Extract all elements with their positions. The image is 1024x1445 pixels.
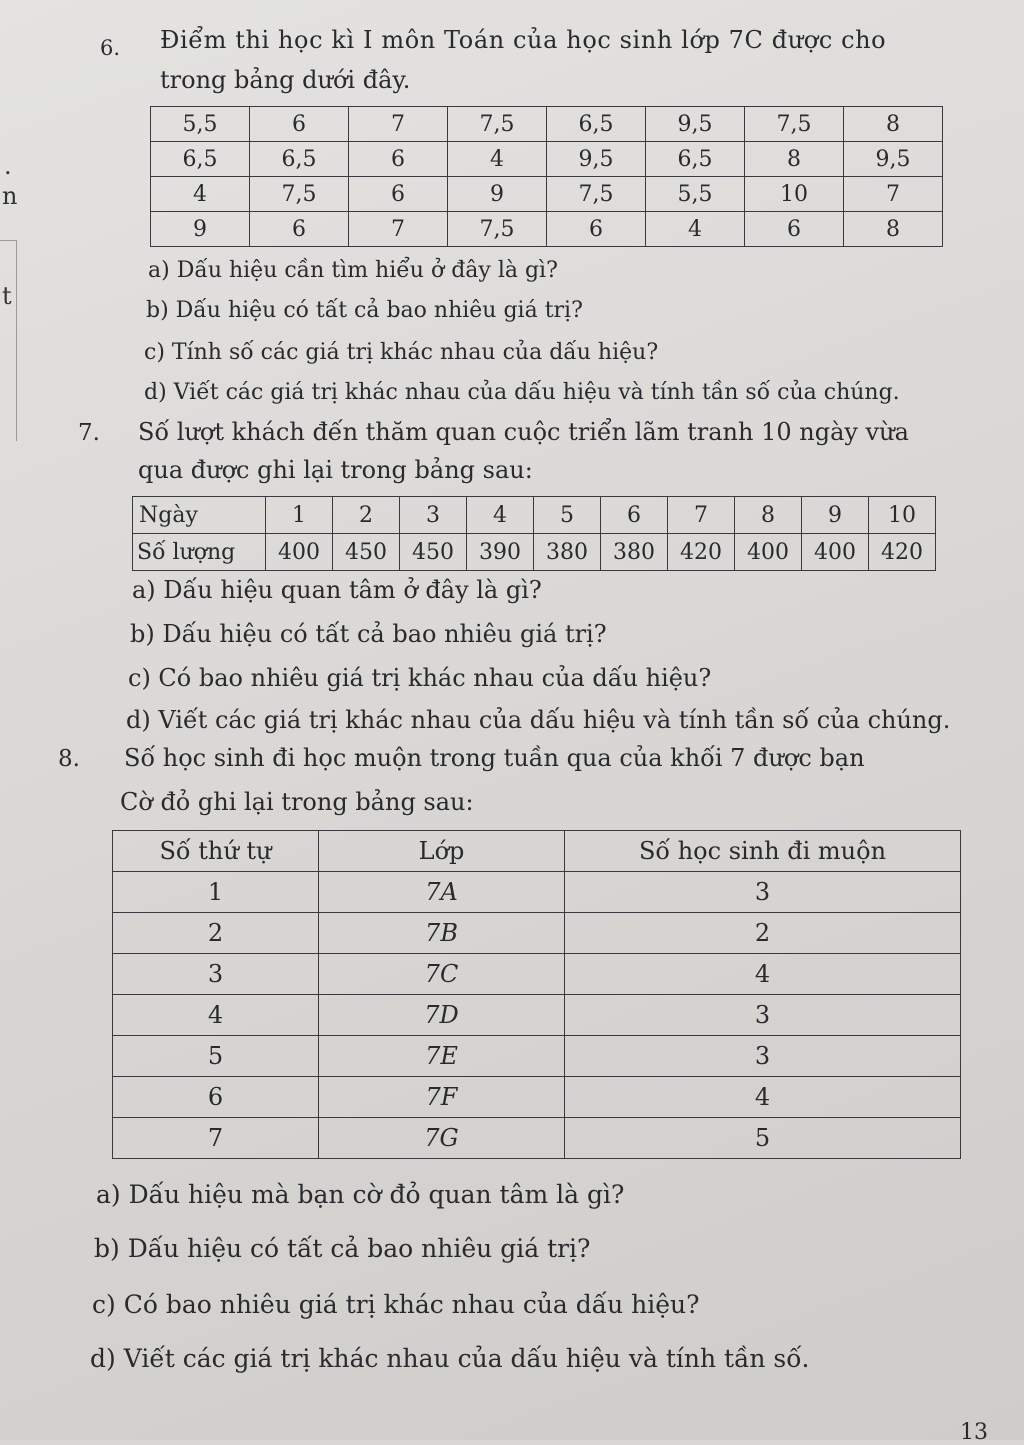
exercise-6-question-c: c) Tính số các giá trị khác nhau của dấu hiệu?: [144, 340, 659, 365]
class-cell: 7F: [319, 1077, 565, 1118]
exercise-8-late-students-table: [112, 830, 961, 1159]
day-cell: 2: [333, 497, 400, 534]
visitor-count-cell: 400: [735, 534, 802, 571]
score-cell: 4: [151, 177, 250, 212]
exercise-7-text: Số lượt khách đến thăm quan cuộc triển lãm tranh 10 ngày vừa: [138, 418, 909, 446]
exercise-8-number: 8.: [58, 746, 80, 772]
visitor-count-cell: 390: [467, 534, 534, 571]
score-cell: 7,5: [745, 107, 844, 142]
table-row: [113, 872, 961, 913]
score-cell: 6: [745, 212, 844, 247]
exercise-7-visitor-table: [132, 496, 936, 571]
score-cell: 6: [349, 142, 448, 177]
score-cell: 8: [844, 212, 943, 247]
score-cell: 7,5: [547, 177, 646, 212]
row-label-count: Số lượng: [133, 534, 266, 571]
day-cell: 8: [735, 497, 802, 534]
order-cell: 1: [113, 872, 319, 913]
table-row: [113, 1036, 961, 1077]
visitor-count-cell: 420: [668, 534, 735, 571]
table-row: [151, 107, 943, 142]
score-cell: 9,5: [844, 142, 943, 177]
exercise-8-question-c: c) Có bao nhiêu giá trị khác nhau của dấu hiệu?: [92, 1290, 700, 1319]
day-cell: 1: [266, 497, 333, 534]
score-cell: 7,5: [448, 212, 547, 247]
exercise-8-text: Số học sinh đi học muộn trong tuần qua của khối 7 được bạn: [124, 744, 865, 772]
row-label-day: Ngày: [133, 497, 266, 534]
score-cell: 6: [349, 177, 448, 212]
exercise-8-question-d: d) Viết các giá trị khác nhau của dấu hiệu và tính tần số.: [90, 1344, 810, 1373]
margin-fragment: t: [2, 282, 12, 310]
score-cell: 7,5: [448, 107, 547, 142]
score-cell: 9: [448, 177, 547, 212]
exercise-6-question-d: d) Viết các giá trị khác nhau của dấu hiệu và tính tần số của chúng.: [144, 380, 900, 405]
score-cell: 6,5: [547, 107, 646, 142]
exercise-6-text: Điểm thi học kì I môn Toán của học sinh lớp 7C được cho: [160, 26, 887, 54]
visitor-count-cell: 380: [534, 534, 601, 571]
order-cell: 7: [113, 1118, 319, 1159]
order-cell: 4: [113, 995, 319, 1036]
class-cell: 7D: [319, 995, 565, 1036]
exercise-7-question-b: b) Dấu hiệu có tất cả bao nhiêu giá trị?: [130, 620, 607, 648]
visitor-count-cell: 450: [333, 534, 400, 571]
exercise-7-text: qua được ghi lại trong bảng sau:: [138, 456, 533, 484]
column-header: Số thứ tự: [113, 831, 319, 872]
exercise-8-question-b: b) Dấu hiệu có tất cả bao nhiêu giá trị?: [94, 1234, 591, 1263]
adjacent-page-edge: [0, 240, 17, 441]
class-cell: 7C: [319, 954, 565, 995]
late-count-cell: 3: [565, 995, 961, 1036]
table-row: [113, 1077, 961, 1118]
table-row: [151, 212, 943, 247]
column-header: Lớp: [319, 831, 565, 872]
class-cell: 7E: [319, 1036, 565, 1077]
table-row: [113, 1118, 961, 1159]
exercise-6-text: trong bảng dưới đây.: [160, 66, 411, 94]
order-cell: 5: [113, 1036, 319, 1077]
day-cell: 9: [802, 497, 869, 534]
day-cell: 5: [534, 497, 601, 534]
exercise-6-score-table: [150, 106, 943, 247]
visitor-count-cell: 400: [802, 534, 869, 571]
visitor-count-cell: 420: [869, 534, 936, 571]
visitor-count-cell: 380: [601, 534, 668, 571]
exercise-6-question-b: b) Dấu hiệu có tất cả bao nhiêu giá trị?: [146, 298, 583, 323]
exercise-7-number: 7.: [78, 420, 100, 446]
score-cell: 7: [349, 107, 448, 142]
table-row: [113, 954, 961, 995]
late-count-cell: 3: [565, 1036, 961, 1077]
margin-fragment: n: [2, 182, 18, 210]
score-cell: 6,5: [250, 142, 349, 177]
order-cell: 2: [113, 913, 319, 954]
late-count-cell: 3: [565, 872, 961, 913]
score-cell: 6: [250, 212, 349, 247]
score-cell: 5,5: [151, 107, 250, 142]
day-cell: 10: [869, 497, 936, 534]
column-header: Số học sinh đi muộn: [565, 831, 961, 872]
score-cell: 5,5: [646, 177, 745, 212]
score-cell: 7: [844, 177, 943, 212]
order-cell: 6: [113, 1077, 319, 1118]
order-cell: 3: [113, 954, 319, 995]
late-count-cell: 4: [565, 1077, 961, 1118]
score-cell: 7,5: [250, 177, 349, 212]
visitor-count-cell: 450: [400, 534, 467, 571]
score-cell: 6,5: [646, 142, 745, 177]
class-cell: 7B: [319, 913, 565, 954]
exercise-7-question-d: d) Viết các giá trị khác nhau của dấu hiệu và tính tần số của chúng.: [126, 706, 951, 734]
visitor-count-cell: 400: [266, 534, 333, 571]
score-cell: 6: [547, 212, 646, 247]
day-cell: 6: [601, 497, 668, 534]
table-row: [151, 177, 943, 212]
exercise-7-question-a: a) Dấu hiệu quan tâm ở đây là gì?: [132, 576, 542, 604]
score-cell: 4: [448, 142, 547, 177]
exercise-7-question-c: c) Có bao nhiêu giá trị khác nhau của dấu hiệu?: [128, 664, 712, 692]
day-cell: 4: [467, 497, 534, 534]
score-cell: 9,5: [646, 107, 745, 142]
exercise-6-question-a: a) Dấu hiệu cần tìm hiểu ở đây là gì?: [148, 258, 558, 283]
score-cell: 4: [646, 212, 745, 247]
late-count-cell: 5: [565, 1118, 961, 1159]
score-cell: 9: [151, 212, 250, 247]
margin-fragment: .: [4, 152, 12, 180]
day-cell: 3: [400, 497, 467, 534]
score-cell: 8: [745, 142, 844, 177]
score-cell: 7: [349, 212, 448, 247]
class-cell: 7A: [319, 872, 565, 913]
late-count-cell: 2: [565, 913, 961, 954]
class-cell: 7G: [319, 1118, 565, 1159]
score-cell: 10: [745, 177, 844, 212]
exercise-8-question-a: a) Dấu hiệu mà bạn cờ đỏ quan tâm là gì?: [96, 1180, 625, 1209]
score-cell: 6,5: [151, 142, 250, 177]
page-number: 13: [960, 1420, 988, 1445]
score-cell: 9,5: [547, 142, 646, 177]
score-cell: 6: [250, 107, 349, 142]
table-row: [151, 142, 943, 177]
late-count-cell: 4: [565, 954, 961, 995]
day-cell: 7: [668, 497, 735, 534]
exercise-6-number: 6.: [100, 36, 121, 60]
table-row: [113, 995, 961, 1036]
exercise-8-text: Cờ đỏ ghi lại trong bảng sau:: [120, 788, 474, 816]
score-cell: 8: [844, 107, 943, 142]
table-row: [113, 913, 961, 954]
